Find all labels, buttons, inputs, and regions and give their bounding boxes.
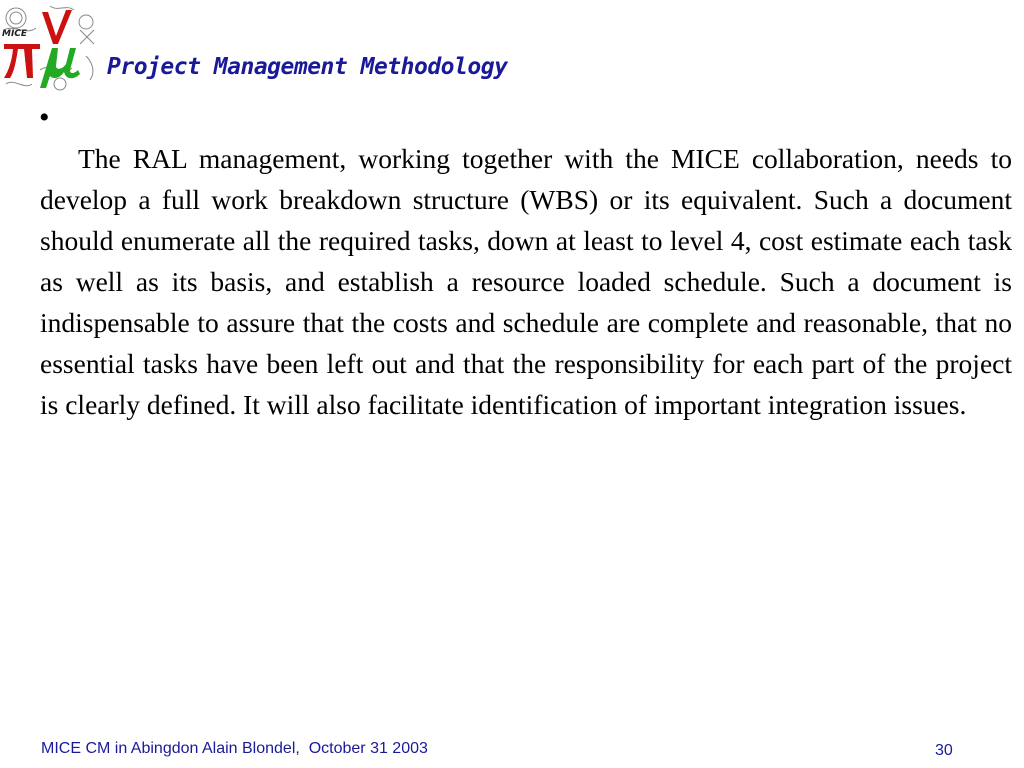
slide-title: Project Management Methodology bbox=[107, 54, 508, 80]
mice-logo bbox=[0, 0, 104, 96]
svg-text:MICE: MICE bbox=[2, 29, 28, 39]
bullet-marker: • bbox=[39, 101, 50, 134]
page-number: 30 bbox=[935, 742, 953, 759]
footer-text: MICE CM in Abingdon Alain Blondel, October 31 2003 bbox=[41, 740, 428, 757]
body-paragraph: The RAL management, working together with the MICE collaboration, needs to develop a full work breakdown structure (WBS) or its equivalent. Such a document should enumerate all the required tasks, down at least to level 4, cost estimate each task as well as its basis, and establish a resource loaded schedule. Such a document is indispensable to assure that the costs and schedule are complete and reasonable, that no essential tasks have been left out and that the responsibility for each part of the project is clearly defined. It will also facilitate identification of important integration issues. bbox=[40, 143, 1012, 420]
